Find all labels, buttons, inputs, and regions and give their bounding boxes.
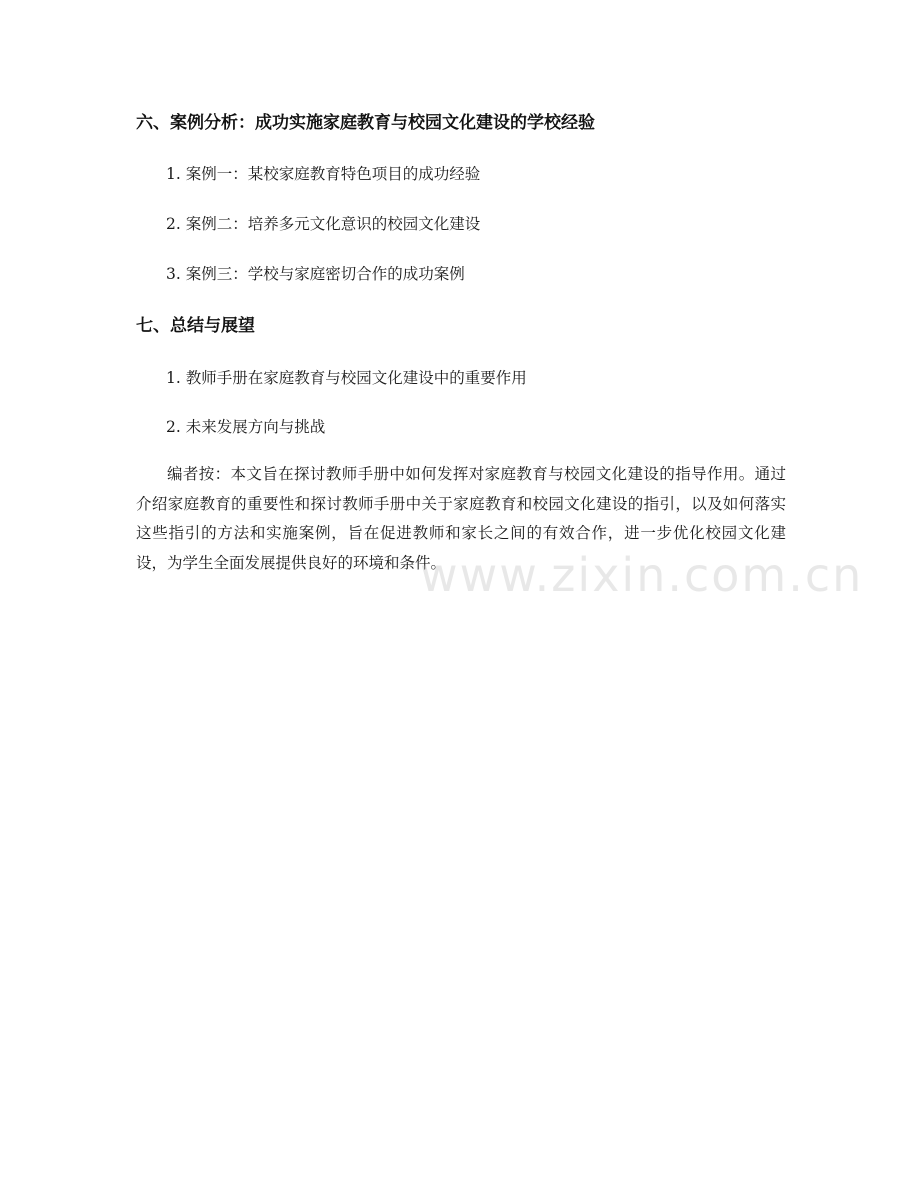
list-item-summary-2: 2. 未来发展方向与挑战 [166, 418, 326, 436]
editor-note-paragraph: 编者按：本文旨在探讨教师手册中如何发挥对家庭教育与校园文化建设的指导作用。通过介绍家庭教育的重要性和探讨教师手册中关于家庭教育和校园文化建设的指引，以及如何落实这些指引的方法和实施案例，旨在促进教师和家长之间的有效合作，进一步优化校园文化建设，为学生全面发展提供良好的环境和条件。 [136, 465, 786, 572]
list-item-summary-1: 1. 教师手册在家庭教育与校园文化建设中的重要作用 [166, 369, 527, 387]
section-heading-summary: 七、总结与展望 [136, 316, 255, 336]
watermark-text: www.zixin.com.cn [420, 548, 864, 602]
list-item-case-3: 3. 案例三：学校与家庭密切合作的成功案例 [166, 265, 465, 283]
list-item-case-2: 2. 案例二：培养多元文化意识的校园文化建设 [166, 215, 481, 233]
list-item-case-1: 1. 案例一：某校家庭教育特色项目的成功经验 [166, 165, 481, 183]
section-heading-case-analysis: 六、案例分析：成功实施家庭教育与校园文化建设的学校经验 [136, 113, 595, 133]
